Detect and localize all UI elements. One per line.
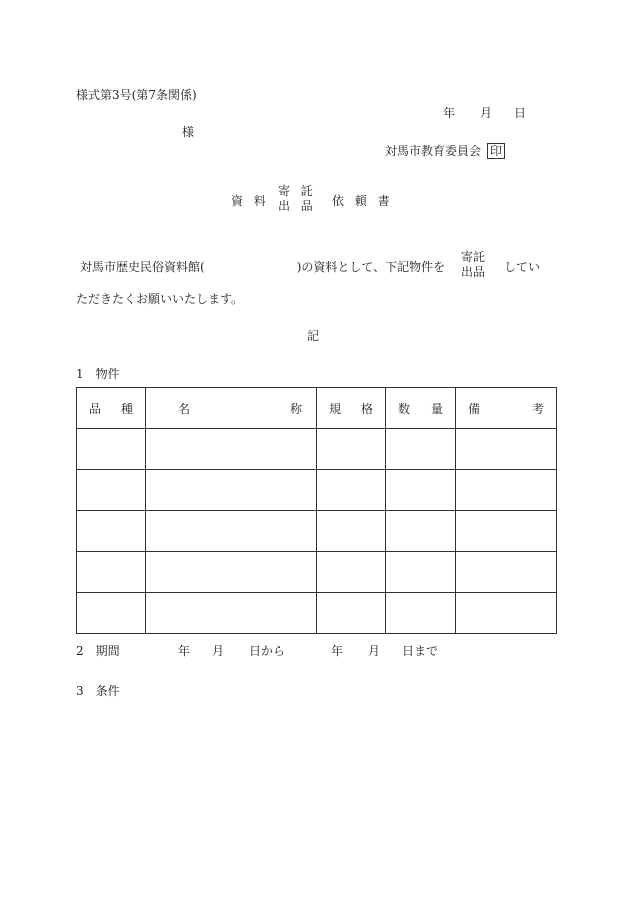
cell-kikaku[interactable] [317, 470, 386, 511]
cell-biko[interactable] [456, 429, 557, 470]
period-year1: 年 [178, 644, 191, 658]
period-month2: 月 [368, 644, 381, 658]
period-year2: 年 [331, 644, 344, 658]
title-part1: 資料 [231, 194, 277, 208]
date-month: 月 [480, 106, 493, 120]
table-row [77, 429, 557, 470]
section-3-label: 3 条件 [76, 684, 120, 698]
cell-suryo[interactable] [386, 593, 456, 634]
cell-biko[interactable] [456, 470, 557, 511]
request-suffix: してい [504, 260, 541, 274]
cell-hinshu[interactable] [77, 552, 146, 593]
ki-heading: 記 [307, 329, 320, 343]
title-stack [278, 184, 324, 214]
period-until: 日まで [402, 644, 439, 658]
request-stack [461, 250, 485, 280]
table-row [77, 470, 557, 511]
addressee-suffix: 様 [182, 125, 195, 139]
header-biko: 備 考 [456, 388, 557, 429]
cell-meisho[interactable] [146, 593, 317, 634]
cell-kikaku[interactable] [317, 593, 386, 634]
cell-hinshu[interactable] [77, 470, 146, 511]
request-prefix: 対馬市歴史民俗資料館( [80, 260, 205, 274]
cell-hinshu[interactable] [77, 429, 146, 470]
issuer-name: 対馬市教育委員会 [385, 144, 482, 158]
request-stack-top: 寄託 [461, 250, 486, 264]
section-2-label: 2 期間 [76, 644, 120, 658]
table-row [77, 593, 557, 634]
cell-hinshu[interactable] [77, 511, 146, 552]
cell-kikaku[interactable] [317, 429, 386, 470]
items-table [76, 387, 557, 634]
cell-biko[interactable] [456, 511, 557, 552]
request-middle: )の資料として、下記物件を [296, 260, 446, 274]
cell-meisho[interactable] [146, 429, 317, 470]
cell-suryo[interactable] [386, 429, 456, 470]
cell-meisho[interactable] [146, 552, 317, 593]
form-number: 様式第3号(第7条関係) [76, 88, 197, 102]
cell-meisho[interactable] [146, 470, 317, 511]
title-stack-top: 寄託 [278, 184, 324, 198]
period-month1: 月 [212, 644, 225, 658]
date-day: 日 [514, 106, 527, 120]
cell-meisho[interactable] [146, 511, 317, 552]
seal-mark: 印 [487, 143, 505, 159]
cell-biko[interactable] [456, 593, 557, 634]
cell-suryo[interactable] [386, 470, 456, 511]
header-suryo: 数 量 [386, 388, 456, 429]
header-meisho: 名 称 [146, 388, 317, 429]
section-1-label: 1 物件 [76, 367, 120, 381]
request-line1 [80, 258, 445, 275]
cell-kikaku[interactable] [317, 552, 386, 593]
issuer [385, 142, 505, 159]
table-row [77, 552, 557, 593]
title-part2: 依頼書 [332, 194, 401, 208]
title-stack-bottom: 出品 [278, 199, 324, 213]
header-hinshu: 品 種 [77, 388, 146, 429]
cell-suryo[interactable] [386, 511, 456, 552]
header-kikaku: 規 格 [317, 388, 386, 429]
cell-biko[interactable] [456, 552, 557, 593]
cell-suryo[interactable] [386, 552, 456, 593]
table-row [77, 511, 557, 552]
date-year: 年 [443, 106, 456, 120]
table-header-row [77, 388, 557, 429]
period-from: 日から [249, 644, 286, 658]
cell-kikaku[interactable] [317, 511, 386, 552]
request-stack-bottom: 出品 [461, 265, 486, 279]
request-line2: ただきたくお願いいたします。 [76, 292, 244, 306]
cell-hinshu[interactable] [77, 593, 146, 634]
